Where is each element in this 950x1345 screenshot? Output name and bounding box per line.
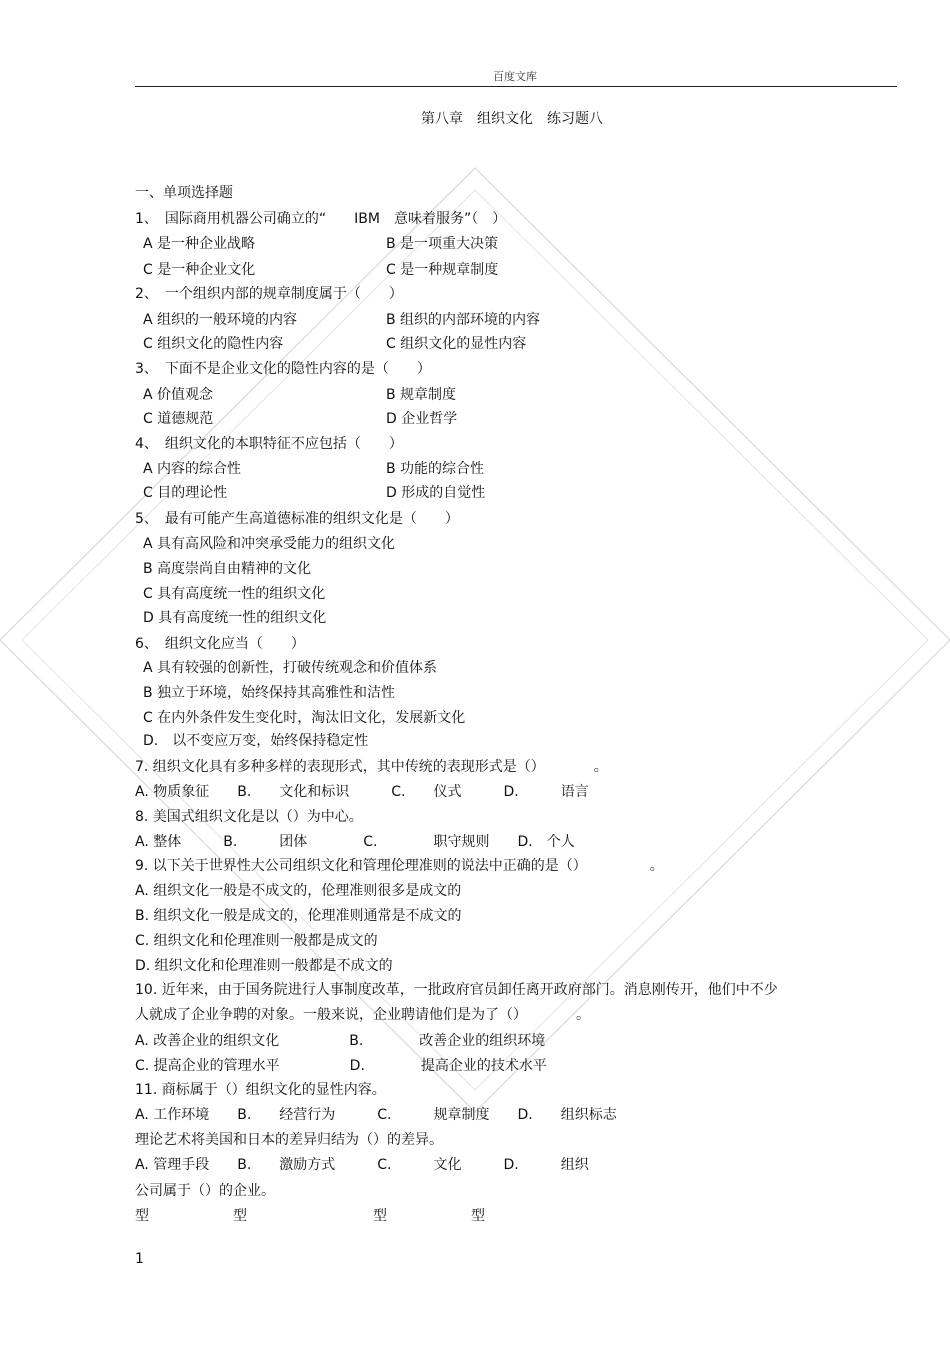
options-10-cd: C. 提高企业的管理水平 D. 提高企业的技术水平: [135, 1058, 547, 1074]
options-11: A. 工作环境 B. 经营行为 C. 规章制度 D. 组织标志: [135, 1107, 617, 1123]
question-10-line-2: 人就成了企业争聘的对象。一般来说，企业聘请他们是为了（） 。: [135, 1007, 590, 1023]
option-5b: B 高度崇尚自由精神的文化: [143, 561, 312, 577]
option-1d: C 是一种规章制度: [386, 262, 499, 278]
header-site-name: 百度文库: [493, 70, 537, 83]
option-3c: C 道德规范: [143, 411, 214, 427]
page-title: 第八章 组织文化 练习题八: [421, 111, 603, 127]
option-9c: C. 组织文化和伦理准则一般都是成文的: [135, 933, 378, 949]
question-5: 5、 最有可能产生高道德标准的组织文化是（ ）: [135, 511, 459, 527]
question-1: 1、 国际商用机器公司确立的“ IBM 意味着服务”（ ）: [135, 211, 507, 227]
option-5d: D 具有高度统一性的组织文化: [143, 610, 327, 626]
option-9d: D. 组织文化和伦理准则一般都是不成文的: [135, 958, 393, 974]
options-7: A. 物质象征 B. 文化和标识 C. 仪式 D. 语言: [135, 784, 589, 800]
option-5a: A 具有高风险和冲突承受能力的组织文化: [143, 536, 396, 552]
option-3a: A 价值观念: [143, 387, 214, 403]
question-3: 3、 下面不是企业文化的隐性内容的是（ ）: [135, 361, 431, 377]
question-13: 公司属于（）的企业。: [135, 1183, 275, 1199]
option-2c: C 组织文化的隐性内容: [143, 336, 284, 352]
options-13: 型 型 型 型: [135, 1208, 485, 1224]
question-6: 6、 组织文化应当（ ）: [135, 636, 305, 652]
question-4: 4、 组织文化的本职特征不应包括（ ）: [135, 436, 403, 452]
question-10-line-1: 10. 近年来，由于国务院进行人事制度改革，一批政府官员卸任离开政府部门。消息刚传开，他们中不少: [135, 982, 778, 998]
option-6d: D. 以不变应万变，始终保持稳定性: [143, 733, 369, 749]
option-4c: C 目的理论性: [143, 485, 228, 501]
question-7: 7. 组织文化具有多种多样的表现形式，其中传统的表现形式是（） 。: [135, 759, 608, 775]
option-4a: A 内容的综合性: [143, 461, 242, 477]
option-1c: C 是一种企业文化: [143, 262, 256, 278]
option-9b: B. 组织文化一般是成文的，伦理准则通常是不成文的: [135, 908, 462, 924]
option-2b: B 组织的内部环境的内容: [386, 312, 541, 328]
option-3b: B 规章制度: [386, 387, 457, 403]
option-1b: B 是一项重大决策: [386, 236, 499, 252]
option-1a: A 是一种企业战略: [143, 236, 256, 252]
option-4d: D 形成的自觉性: [386, 485, 486, 501]
question-2: 2、 一个组织内部的规章制度属于（ ）: [135, 286, 403, 302]
question-9: 9. 以下关于世界性大公司组织文化和管理伦理准则的说法中正确的是（） 。: [135, 858, 664, 874]
option-4b: B 功能的综合性: [386, 461, 485, 477]
option-6c: C 在内外条件发生变化时，淘汰旧文化，发展新文化: [143, 710, 466, 726]
option-6b: B 独立于环境，始终保持其高雅性和洁性: [143, 685, 396, 701]
option-3d: D 企业哲学: [386, 411, 458, 427]
option-2a: A 组织的一般环境的内容: [143, 312, 298, 328]
page-number: 1: [135, 1251, 144, 1267]
option-5c: C 具有高度统一性的组织文化: [143, 586, 326, 602]
section-heading: 一、单项选择题: [135, 185, 233, 201]
options-8: A. 整体 B. 团体 C. 职守规则 D. 个人: [135, 834, 575, 850]
question-12: 理论艺术将美国和日本的差异归结为（）的差异。: [135, 1132, 443, 1148]
options-12: A. 管理手段 B. 激励方式 C. 文化 D. 组织: [135, 1157, 589, 1173]
header-rule: [135, 86, 897, 87]
options-10-ab: A. 改善企业的组织文化 B. 改善企业的组织环境: [135, 1033, 546, 1049]
option-6a: A 具有较强的创新性，打破传统观念和价值体系: [143, 660, 438, 676]
question-11: 11. 商标属于（）组织文化的显性内容。: [135, 1082, 386, 1098]
option-2d: C 组织文化的显性内容: [386, 336, 527, 352]
question-8: 8. 美国式组织文化是以（）为中心。: [135, 809, 363, 825]
option-9a: A. 组织文化一般是不成文的，伦理准则很多是成文的: [135, 883, 462, 899]
